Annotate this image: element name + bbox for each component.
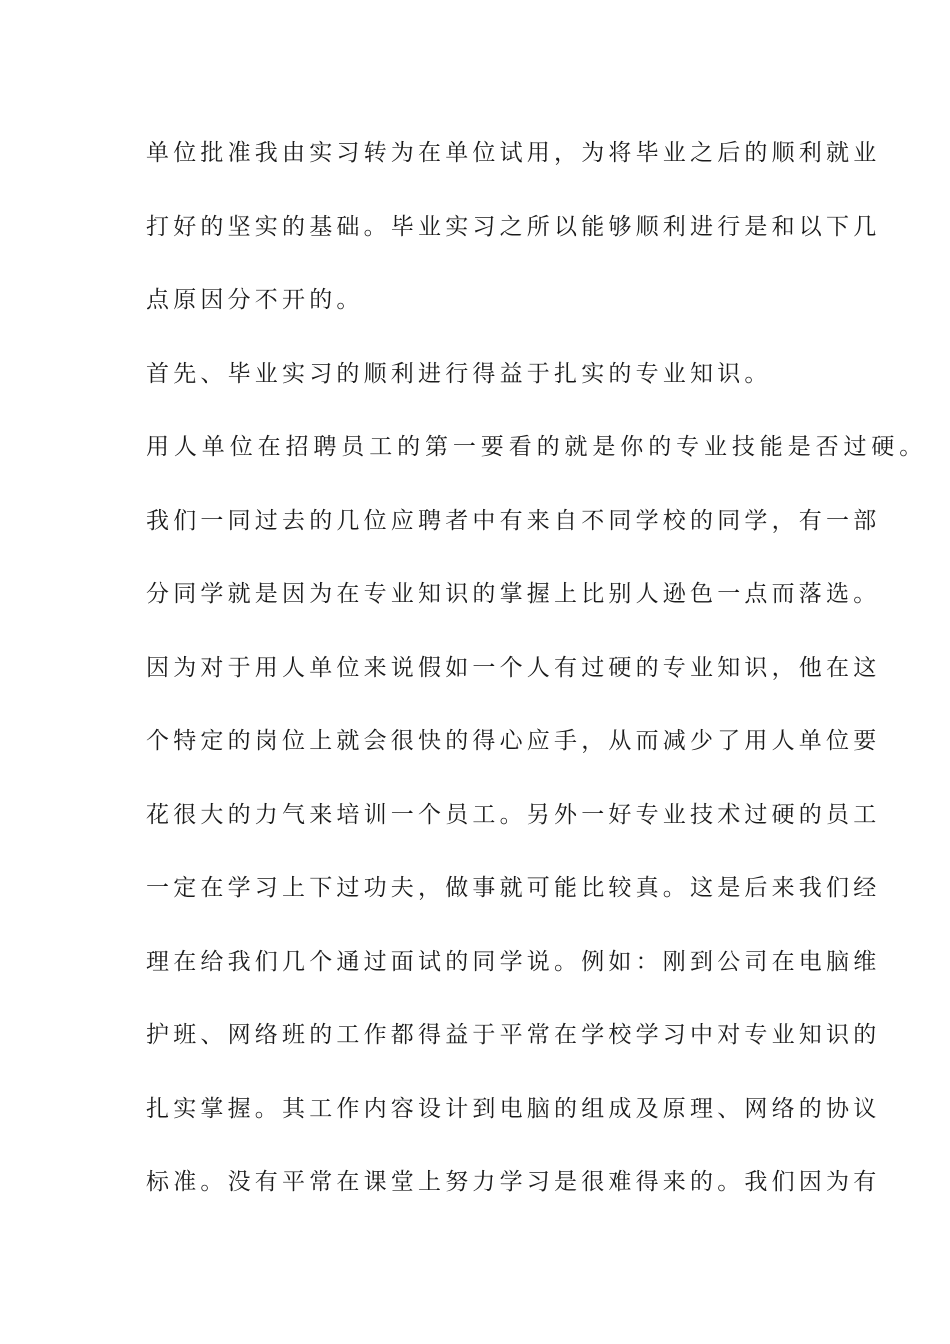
text-line: 点原因分不开的。	[146, 287, 364, 313]
text-line: 单位批准我由实习转为在单位试用，为将毕业之后的顺利就业	[146, 140, 881, 166]
document-body	[146, 133, 928, 1236]
text-line: 护班、网络班的工作都得益于平常在学校学习中对专业知识的	[146, 1022, 881, 1048]
text-line: 标准。没有平常在课堂上努力学习是很难得来的。我们因为有	[146, 1169, 881, 1195]
text-line: 个特定的岗位上就会很快的得心应手，从而减少了用人单位要	[146, 728, 881, 754]
text-line: 理在给我们几个通过面试的同学说。例如：刚到公司在电脑维	[146, 948, 881, 975]
text-line: 一定在学习上下过功夫，做事就可能比较真。这是后来我们经	[146, 875, 881, 901]
text-line: 扎实掌握。其工作内容设计到电脑的组成及原理、网络的协议	[146, 1095, 881, 1122]
text-line: 用人单位在招聘员工的第一要看的就是你的专业技能是否过硬。	[146, 434, 928, 460]
text-line: 花很大的力气来培训一个员工。另外一好专业技术过硬的员工	[146, 801, 881, 828]
text-line: 打好的坚实的基础。毕业实习之所以能够顺利进行是和以下几	[146, 213, 881, 240]
text-line: 我们一同过去的几位应聘者中有来自不同学校的同学，有一部	[146, 507, 881, 534]
text-line: 分同学就是因为在专业知识的掌握上比别人逊色一点而落选。	[146, 581, 881, 607]
text-line: 首先、毕业实习的顺利进行得益于扎实的专业知识。	[146, 360, 772, 387]
text-line: 因为对于用人单位来说假如一个人有过硬的专业知识，他在这	[146, 654, 881, 681]
